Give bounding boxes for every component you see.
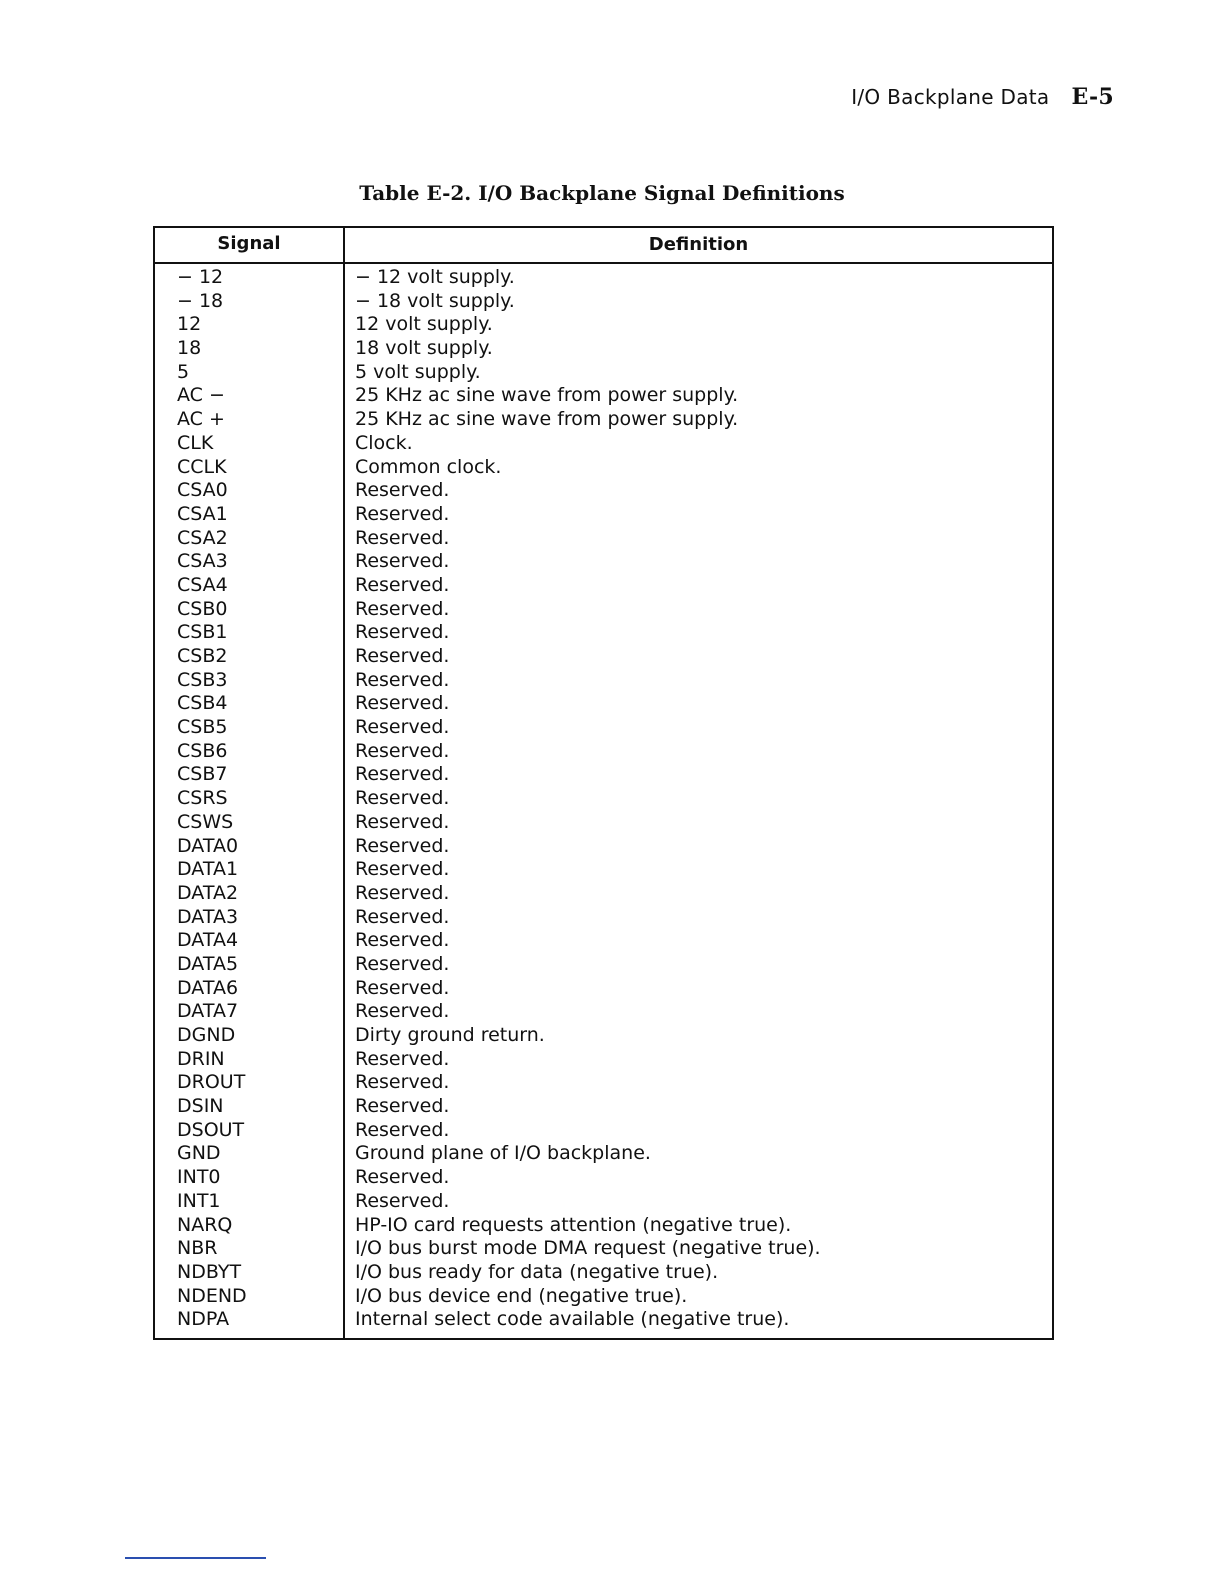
definition-cell: 5 volt supply.: [355, 360, 481, 383]
definition-column-header: Definition: [648, 234, 749, 255]
signal-cell: NDBYT: [177, 1260, 242, 1283]
signal-cell: DSIN: [177, 1095, 224, 1118]
table-row: [155, 479, 1052, 503]
definition-cell: Reserved.: [355, 976, 450, 999]
page-number: E-5: [1071, 84, 1114, 110]
definition-cell: Reserved.: [355, 550, 450, 573]
table-row: [155, 645, 1052, 669]
definition-cell: Reserved.: [355, 787, 450, 810]
table-row: [155, 1166, 1052, 1190]
running-header: [851, 84, 1114, 110]
definition-cell: Reserved.: [355, 905, 450, 928]
definition-cell: Reserved.: [355, 479, 450, 502]
definition-cell: − 18 volt supply.: [355, 289, 515, 312]
definition-cell: Reserved.: [355, 1000, 450, 1023]
signal-cell: DSOUT: [177, 1118, 245, 1141]
definition-cell: Reserved.: [355, 621, 450, 644]
definition-cell: Clock.: [355, 431, 413, 454]
signal-cell: NDEND: [177, 1284, 247, 1307]
definition-cell: HP-IO card requests attention (negative true).: [355, 1213, 792, 1236]
definition-cell: Reserved.: [355, 858, 450, 881]
table-title: Table E-2. I/O Backplane Signal Definitions: [359, 181, 845, 205]
definition-cell: Reserved.: [355, 1047, 450, 1070]
table-row: [155, 977, 1052, 1001]
table-row: [155, 716, 1052, 740]
table-row: [155, 1214, 1052, 1238]
signal-cell: DATA2: [177, 881, 239, 904]
signal-cell: CSA1: [177, 502, 228, 525]
table-row: [155, 787, 1052, 811]
signal-cell: DRIN: [177, 1047, 225, 1070]
definition-cell: Reserved.: [355, 597, 450, 620]
definition-cell: Internal select code available (negative true).: [355, 1308, 790, 1331]
table-row: [155, 1071, 1052, 1095]
table-row: [155, 1308, 1052, 1332]
table-row: [155, 432, 1052, 456]
table-row: [155, 1119, 1052, 1143]
definition-cell: Reserved.: [355, 929, 450, 952]
table-row: [155, 763, 1052, 787]
signal-cell: DATA3: [177, 905, 239, 928]
signal-cell: CLK: [177, 431, 214, 454]
definition-cell: I/O bus device end (negative true).: [355, 1284, 688, 1307]
table-row: [155, 598, 1052, 622]
table-row: [155, 1261, 1052, 1285]
definition-cell: Reserved.: [355, 834, 450, 857]
definition-cell: 18 volt supply.: [355, 337, 493, 360]
table-row: [155, 527, 1052, 551]
table-row: [155, 669, 1052, 693]
table-row: [155, 290, 1052, 314]
signal-cell: CSB0: [177, 597, 228, 620]
definition-cell: Reserved.: [355, 881, 450, 904]
table-row: [155, 835, 1052, 859]
signal-cell: CSB2: [177, 645, 228, 667]
table-row: [155, 503, 1052, 527]
table-row: [155, 266, 1052, 290]
signal-cell: NDPA: [177, 1308, 230, 1331]
signal-cell: DATA5: [177, 952, 239, 975]
signal-cell: INT0: [177, 1166, 221, 1189]
table-body: [155, 266, 1052, 1332]
signal-cell: DGND: [177, 1024, 236, 1046]
definition-cell: Reserved.: [355, 1118, 450, 1141]
definition-cell: Reserved.: [355, 502, 450, 525]
table-row: [155, 882, 1052, 906]
definition-cell: Reserved.: [355, 668, 450, 691]
signal-cell: CSB7: [177, 763, 228, 786]
table-row: [155, 1190, 1052, 1214]
definition-cell: Reserved.: [355, 1071, 450, 1094]
signal-cell: CSB4: [177, 692, 228, 715]
definition-cell: Reserved.: [355, 1095, 450, 1118]
definition-cell: Reserved.: [355, 526, 450, 549]
signal-cell: CSB3: [177, 668, 228, 691]
table-header-row: [155, 228, 1052, 264]
signal-cell: − 18: [177, 289, 224, 312]
definition-cell: Common clock.: [355, 455, 502, 478]
definition-cell: Dirty ground return.: [355, 1024, 545, 1046]
signal-cell: 5: [177, 360, 190, 383]
table-row: [155, 621, 1052, 645]
signal-cell: GND: [177, 1142, 221, 1165]
signal-cell: AC +: [177, 408, 225, 431]
signal-cell: CSA2: [177, 526, 228, 549]
definition-cell: Reserved.: [355, 1166, 450, 1189]
definition-cell: Reserved.: [355, 645, 450, 667]
definition-cell: 12 volt supply.: [355, 313, 493, 336]
definition-cell: Reserved.: [355, 739, 450, 762]
signal-cell: DATA7: [177, 1000, 239, 1023]
table-row: [155, 906, 1052, 930]
table-row: [155, 456, 1052, 480]
definition-cell: I/O bus burst mode DMA request (negative true).: [355, 1237, 821, 1260]
definition-cell: Reserved.: [355, 763, 450, 786]
signal-definitions-table: [153, 226, 1054, 1340]
signal-cell: − 12: [177, 266, 224, 288]
definition-cell: 25 KHz ac sine wave from power supply.: [355, 408, 739, 431]
table-row: [155, 740, 1052, 764]
table-row: [155, 550, 1052, 574]
signal-cell: DATA6: [177, 976, 239, 999]
table-row: [155, 1000, 1052, 1024]
table-row: [155, 313, 1052, 337]
table-row: [155, 811, 1052, 835]
signal-cell: NBR: [177, 1237, 218, 1260]
table-row: [155, 574, 1052, 598]
signal-cell: CSRS: [177, 787, 228, 810]
table-row: [155, 858, 1052, 882]
signal-cell: AC −: [177, 384, 225, 407]
table-row: [155, 1048, 1052, 1072]
table-row: [155, 408, 1052, 432]
definition-cell: − 12 volt supply.: [355, 266, 515, 288]
signal-cell: DROUT: [177, 1071, 246, 1094]
table-row: [155, 1024, 1052, 1048]
table-row: [155, 1095, 1052, 1119]
signal-cell: DATA0: [177, 834, 239, 857]
table-row: [155, 1285, 1052, 1309]
table-row: [155, 953, 1052, 977]
signal-cell: CSB6: [177, 739, 228, 762]
definition-cell: 25 KHz ac sine wave from power supply.: [355, 384, 739, 407]
table-row: [155, 692, 1052, 716]
table-row: [155, 337, 1052, 361]
signal-column-header: Signal: [217, 233, 281, 254]
table-row: [155, 1237, 1052, 1261]
signal-cell: CSA0: [177, 479, 228, 502]
signal-cell: 12: [177, 313, 202, 336]
signal-cell: CSA4: [177, 573, 228, 596]
footer-rule: [125, 1557, 266, 1559]
signal-cell: NARQ: [177, 1213, 233, 1236]
definition-cell: Reserved.: [355, 573, 450, 596]
definition-cell: Reserved.: [355, 810, 450, 833]
signal-cell: CSB1: [177, 621, 228, 644]
section-title: I/O Backplane Data: [851, 85, 1050, 109]
definition-cell: Ground plane of I/O backplane.: [355, 1142, 651, 1165]
definition-cell: Reserved.: [355, 716, 450, 739]
signal-cell: CCLK: [177, 455, 227, 478]
table-row: [155, 361, 1052, 385]
definition-cell: Reserved.: [355, 692, 450, 715]
signal-cell: INT1: [177, 1189, 221, 1212]
table-row: [155, 1142, 1052, 1166]
signal-cell: CSWS: [177, 810, 234, 833]
definition-cell: Reserved.: [355, 952, 450, 975]
definition-cell: Reserved.: [355, 1189, 450, 1212]
definition-cell: I/O bus ready for data (negative true).: [355, 1260, 719, 1283]
signal-cell: DATA1: [177, 858, 239, 881]
table-row: [155, 384, 1052, 408]
signal-cell: DATA4: [177, 929, 239, 952]
signal-cell: CSA3: [177, 550, 228, 573]
signal-cell: 18: [177, 337, 202, 360]
signal-cell: CSB5: [177, 716, 228, 739]
table-row: [155, 929, 1052, 953]
